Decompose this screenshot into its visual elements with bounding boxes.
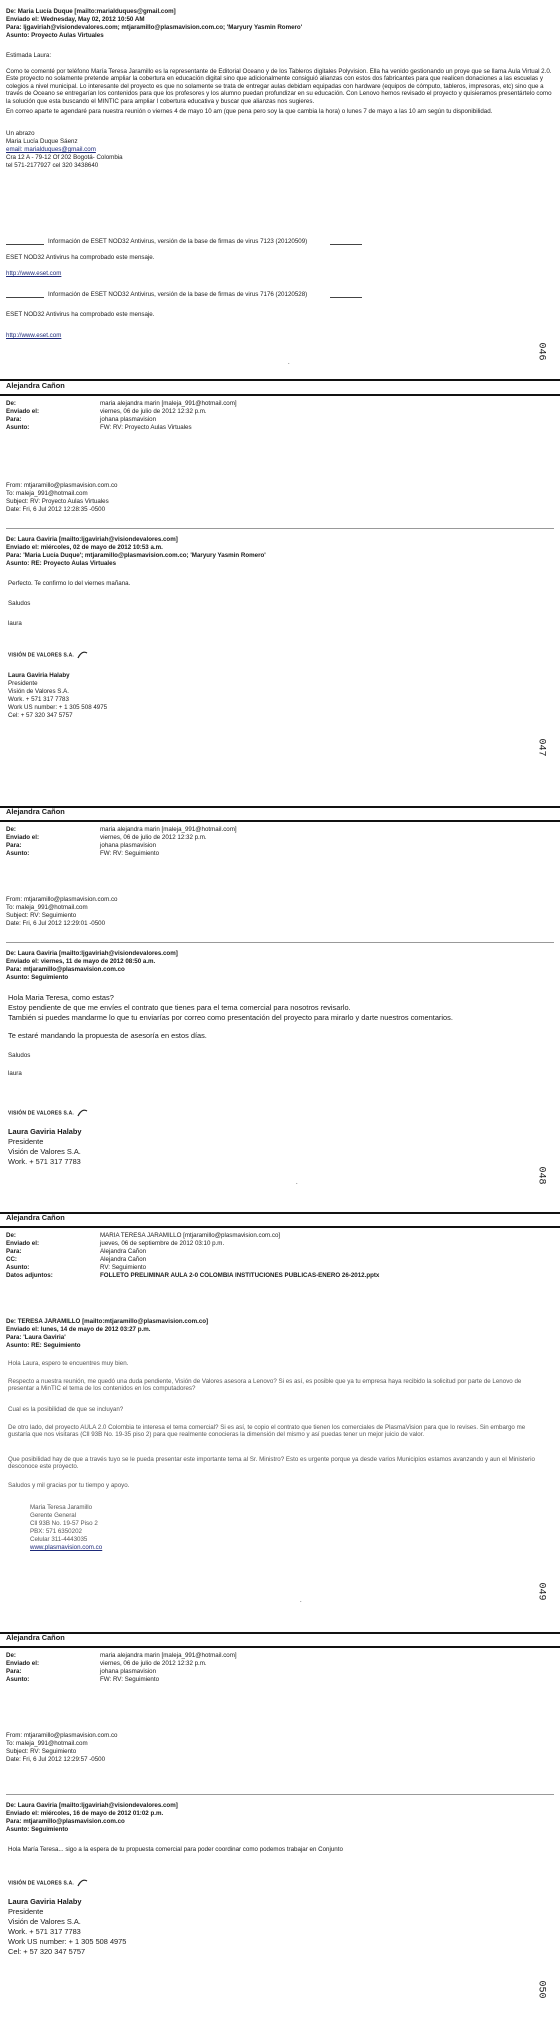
- antivirus-notice: Información de ESET NOD32 Antivirus, versión de la base de firmas de virus 7123 (20120509): [48, 238, 308, 245]
- email-subject: Asunto: RE: Proyecto Aulas Virtuales: [6, 560, 117, 567]
- scan-mark: .: [296, 1180, 298, 1186]
- email-body-paragraph: Como te comenté por teléfono María Teresa Jaramillo es la representante de Editorial Oceano y de los Tableros digitales Polyvision. Ella ha venido gestionando un proye que se llama Aula Virtual 2.0. Este proyecto no solamente pretende ampliar la cobertura en educación digital sino que adicionalmente consiguió alianzas con estos dos fabricantes para que realicen donaciones a las escuelas y colegios a nivel municipal. Lo interesante del proyecto es que no solamente se trata de entregar aulas debidam equipadas con hardware (equipos de cómputo, tableros, impresoras, etc) sino que a través de Oceano se entregarían los contenidos para que los profesores y los alumno puedan profundizar en su educación. Con Lenovo hemos revisado el proyecto y quisieramos presentártelo como la solución que esta buscando el MINTIC para ampliar l cobertura educativa y buscar que alianzas nos sugieres.: [6, 68, 552, 105]
- email-subject: Asunto: Seguimiento: [6, 1826, 69, 1833]
- email-subject: Asunto: Seguimiento: [6, 974, 69, 981]
- signature-line: Work. + 571 317 7783: [8, 1157, 81, 1166]
- header-divider: [0, 1646, 560, 1648]
- divider: [6, 244, 44, 245]
- email-page-3: [0, 808, 560, 1208]
- signature-line: Work. + 571 317 7783: [8, 1927, 81, 1936]
- signature-line: Maria Lucía Duque Sáenz: [6, 138, 78, 145]
- website-link[interactable]: www.plasmavision.com.co: [30, 1544, 103, 1551]
- signature-line: tel 571-2177927 cel 320 3438640: [6, 162, 99, 169]
- signature-line: Cra 12 A - 79-12 Of 202 Bogotá- Colombia: [6, 154, 123, 161]
- email-from: De: Laura Gaviria [mailto:ljgaviriah@visiondevalores.com]: [6, 536, 178, 543]
- signature-name: Laura Gaviria Halaby: [8, 1127, 82, 1136]
- signature-line: Work US number: + 1 305 508 4975: [8, 704, 108, 711]
- separator: [6, 942, 554, 943]
- forward-line: Subject: RV: Proyecto Aulas Virtuales: [6, 498, 109, 505]
- header-label: Asunto:: [6, 1264, 30, 1271]
- forward-line: From: mtjaramillo@plasmavision.com.co: [6, 896, 118, 903]
- signature-line: Presidente: [8, 680, 38, 687]
- signature-line: Visión de Valores S.A.: [8, 1917, 81, 1926]
- page-number: 046: [535, 342, 547, 361]
- header-label: Enviado el:: [6, 834, 40, 841]
- forward-line: To: maleja_991@hotmail.com: [6, 904, 88, 911]
- logo-swirl-icon: [76, 1878, 88, 1888]
- page-number: 049: [535, 1582, 547, 1601]
- signature-line: Presidente: [8, 1907, 44, 1916]
- email-sent: Enviado el: lunes, 14 de mayo de 2012 03:27 p.m.: [6, 1326, 151, 1333]
- header-label: De:: [6, 400, 16, 407]
- page-number: 047: [535, 738, 547, 757]
- logo-swirl-icon: [76, 1108, 88, 1118]
- company-logo: [8, 1108, 88, 1118]
- email-greeting: Estimada Laura:: [6, 52, 52, 59]
- header-label: Para:: [6, 1248, 22, 1255]
- email-sent: Enviado el: miércoles, 02 de mayo de 2012 10:53 a.m.: [6, 544, 163, 551]
- email-body-line: laura: [8, 1070, 22, 1077]
- page-number: 048: [535, 1166, 547, 1185]
- email-to: Para: 'Laura Gaviria': [6, 1334, 66, 1341]
- signature-line: Gerente General: [30, 1512, 77, 1519]
- page-number: 050: [535, 1980, 547, 1999]
- divider: [6, 297, 44, 298]
- header-value: johana plasmavision: [100, 416, 157, 423]
- email-subject: Asunto: RE: Seguimiento: [6, 1342, 81, 1349]
- email-from: De: Maria Lucía Duque [mailto:marialduques@gmail.com]: [6, 8, 176, 15]
- scan-mark: .: [300, 1598, 302, 1604]
- forward-line: Subject: RV: Seguimiento: [6, 1748, 77, 1755]
- header-label: Enviado el:: [6, 408, 40, 415]
- signature-line: Visión de Valores S.A.: [8, 688, 69, 695]
- header-label: Enviado el:: [6, 1660, 40, 1667]
- antivirus-notice: ESET NOD32 Antivirus ha comprobado este mensaje.: [6, 311, 155, 318]
- header-value: maria alejandra marin [maleja_991@hotmail.com]: [100, 826, 237, 833]
- email-from: De: TERESA JARAMILLO [mailto:mtjaramillo@plasmavision.com.co]: [6, 1318, 209, 1325]
- email-body-line: Hola María Teresa... sigo a la espera de tu propuesta comercial para poder coordinar como podemos trabajar en Conjunto: [8, 1846, 343, 1853]
- header-label: Asunto:: [6, 1676, 30, 1683]
- divider: [330, 244, 362, 245]
- forward-line: To: maleja_991@hotmail.com: [6, 490, 88, 497]
- signature-line: Celular 311-4443035: [30, 1536, 88, 1543]
- email-body-line: Saludos: [8, 1052, 31, 1059]
- header-value: FW: RV: Seguimiento: [100, 850, 160, 857]
- forward-line: Subject: RV: Seguimiento: [6, 912, 77, 919]
- forward-line: Date: Fri, 6 Jul 2012 12:29:01 -0500: [6, 920, 106, 927]
- signature-line: Presidente: [8, 1137, 44, 1146]
- header-value: FW: RV: Seguimiento: [100, 1676, 160, 1683]
- signature-name: Laura Gaviria Halaby: [8, 1897, 82, 1906]
- header-label: Datos adjuntos:: [6, 1272, 53, 1279]
- header-value: FW: RV: Proyecto Aulas Virtuales: [100, 424, 192, 431]
- email-body-line: laura: [8, 620, 22, 627]
- signature-name: Laura Gaviria Halaby: [8, 672, 70, 679]
- header-label: De:: [6, 1232, 16, 1239]
- logo-text: VISIÓN DE VALORES S.A.: [8, 1880, 74, 1887]
- antivirus-notice: ESET NOD32 Antivirus ha comprobado este mensaje.: [6, 254, 155, 261]
- forward-line: Date: Fri, 6 Jul 2012 12:29:57 -0500: [6, 1756, 106, 1763]
- email-body-paragraph: Respecto a nuestra reunión, me quedó una duda pendiente, Visión de Valores asesora a Lenovo? Si es así, es posible que ya tu empresa haya recibido la solicitud por parte de Lenovo de presentar a MinTIC el tema de los contenidos en los computadores?: [8, 1378, 522, 1393]
- page-divider: [0, 379, 560, 381]
- email-body-paragraph: De otro lado, del proyecto AULA 2.0 Colombia te interesa el tema comercial? Si es así, te copio el contrato que tienen los comerciales de PlasmaVision para que lo revises. Sin embargo me gustaría que nos visitaras (Cll 93B No. 19-35 piso 2) para que realmente conocieras la dimensión del mismo y así puedas tener un mejor juicio de valor.: [8, 1424, 526, 1439]
- header-label: Asunto:: [6, 850, 30, 857]
- signature-line: Visión de Valores S.A.: [8, 1147, 81, 1156]
- logo-text: VISIÓN DE VALORES S.A.: [8, 652, 74, 659]
- email-to: Para: 'Maria Lucía Duque'; mtjaramillo@plasmavision.com.co; 'Maryury Yasmin Romero': [6, 552, 266, 559]
- signature-line: Cll 93B No. 19-57 Piso 2: [30, 1520, 98, 1527]
- header-value: Alejandra Cañon: [100, 1248, 147, 1255]
- header-value: viernes, 06 de julio de 2012 12:32 p.m.: [100, 1660, 207, 1667]
- email-subject: Asunto: Proyecto Aulas Virtuales: [6, 32, 104, 39]
- email-body-paragraph: Que posibilidad hay de que a través tuyo se le pueda presentar este importante tema al Sr. Ministro? Esto es urgente porque ya desde varios Municipios estamos avanzando y aun el Ministerio desconoce este proyecto.: [8, 1456, 535, 1471]
- header-label: De:: [6, 826, 16, 833]
- email-body-line: Hola Maria Teresa, como estas?: [8, 993, 114, 1002]
- header-label: Para:: [6, 1668, 22, 1675]
- signature-line: Work. + 571 317 7783: [8, 696, 69, 703]
- scan-mark: .: [288, 360, 290, 366]
- header-value: johana plasmavision: [100, 1668, 157, 1675]
- header-value: Alejandra Cañon: [100, 1256, 147, 1263]
- company-logo: [8, 1878, 88, 1888]
- header-label: Para:: [6, 416, 22, 423]
- eset-link[interactable]: http://www.eset.com: [6, 270, 62, 277]
- header-value: johana plasmavision: [100, 842, 157, 849]
- header-value: RV: Seguimiento: [100, 1264, 147, 1271]
- header-value: maria alejandra marin [maleja_991@hotmail.com]: [100, 1652, 237, 1659]
- header-label: Enviado el:: [6, 1240, 40, 1247]
- logo-swirl-icon: [76, 650, 88, 660]
- company-logo: [8, 650, 88, 660]
- email-body-line: También si puedes mandarme lo que tu enviarías por correo como presentación del proyecto para mirarlo y darte nuestros comentarios.: [8, 1013, 453, 1022]
- email-from: De: Laura Gaviria [mailto:ljgaviriah@visiondevalores.com]: [6, 1802, 178, 1809]
- author-name: Alejandra Cañon: [6, 1633, 65, 1642]
- email-sent: Enviado el: miércoles, 16 de mayo de 2012 01:02 p.m.: [6, 1810, 164, 1817]
- header-value: viernes, 06 de julio de 2012 12:32 p.m.: [100, 834, 207, 841]
- header-divider: [0, 1226, 560, 1228]
- signature-name: Maria Teresa Jaramillo: [30, 1504, 93, 1511]
- email-to: Para: ljgaviriah@visiondevalores.com; mtjaramillo@plasmavision.com.co; 'Maryury Yasmin Romero': [6, 24, 303, 31]
- email-body-paragraph: Saludos y mil gracias por tu tiempo y apoyo.: [8, 1482, 130, 1489]
- signature-line: PBX: 571 6350202: [30, 1528, 82, 1535]
- header-divider: [0, 394, 560, 396]
- forward-line: To: maleja_991@hotmail.com: [6, 1740, 88, 1747]
- email-page-5: [0, 1634, 560, 2020]
- email-to: Para: mtjaramillo@plasmavision.com.co: [6, 1818, 125, 1825]
- header-value: jueves, 06 de septiembre de 2012 03:10 p.m.: [100, 1240, 225, 1247]
- email-body-line: Perfecto. Te confirmo lo del viernes mañana.: [8, 580, 131, 587]
- email-body-paragraph: Cual es la posibilidad de que se incluyan?: [8, 1406, 124, 1413]
- email-page-1: [0, 0, 560, 370]
- header-divider: [0, 820, 560, 822]
- author-name: Alejandra Cañon: [6, 381, 65, 390]
- header-label: Asunto:: [6, 424, 30, 431]
- header-label: De:: [6, 1652, 16, 1659]
- header-value: viernes, 06 de julio de 2012 12:32 p.m.: [100, 408, 207, 415]
- author-name: Alejandra Cañon: [6, 807, 65, 816]
- email-sent: Enviado el: viernes, 11 de mayo de 2012 08:50 a.m.: [6, 958, 156, 965]
- header-value: MARIA TERESA JARAMILLO [mtjaramillo@plasmavision.com.co]: [100, 1232, 281, 1239]
- forward-line: Date: Fri, 6 Jul 2012 12:28:35 -0500: [6, 506, 106, 513]
- divider: [330, 297, 362, 298]
- eset-link[interactable]: http://www.eset.com: [6, 332, 62, 339]
- logo-text: VISIÓN DE VALORES S.A.: [8, 1110, 74, 1117]
- separator: [6, 1794, 554, 1795]
- signature-line: Un abrazo: [6, 130, 35, 137]
- email-from: De: Laura Gaviria [mailto:ljgaviriah@visiondevalores.com]: [6, 950, 178, 957]
- email-body-line: Te estaré mandando la propuesta de asesoría en estos días.: [8, 1031, 207, 1040]
- forward-line: From: mtjaramillo@plasmavision.com.co: [6, 482, 118, 489]
- separator: [6, 528, 554, 529]
- email-sent: Enviado el: Wednesday, May 02, 2012 10:50 AM: [6, 16, 145, 23]
- author-name: Alejandra Cañon: [6, 1213, 65, 1222]
- email-to: Para: mtjaramillo@plasmavision.com.co: [6, 966, 125, 973]
- header-value: maria alejandra marin [maleja_991@hotmail.com]: [100, 400, 237, 407]
- email-body-paragraph: En correo aparte te agendaré para nuestra reunión o viernes 4 de mayo 10 am (que pena pero soy la que cambia la hora) o lunes 7 de mayo a las 10 am según tu disponibilidad.: [6, 108, 493, 115]
- attachment-name[interactable]: FOLLETO PRELIMINAR AULA 2-0 COLOMBIA INSTITUCIONES PUBLICAS-ENERO 26-2012.pptx: [100, 1272, 380, 1279]
- email-page-4: [0, 1214, 560, 1630]
- signature-email-link[interactable]: email: marialduques@gmail.com: [6, 146, 96, 153]
- signature-line: Cel: + 57 320 347 5757: [8, 1947, 86, 1956]
- signature-line: Work US number: + 1 305 508 4975: [8, 1937, 127, 1946]
- email-body-line: Estoy pendiente de que me envíes el contrato que tienes para el tema comercial para nosotros revisarlo.: [8, 1003, 351, 1012]
- signature-line: Cel: + 57 320 347 5757: [8, 712, 73, 719]
- email-body-paragraph: Hola Laura, espero te encuentres muy bien.: [8, 1360, 129, 1367]
- antivirus-notice: Información de ESET NOD32 Antivirus, versión de la base de firmas de virus 7176 (20120528): [48, 291, 308, 298]
- header-label: Para:: [6, 842, 22, 849]
- forward-line: From: mtjaramillo@plasmavision.com.co: [6, 1732, 118, 1739]
- header-label: CC:: [6, 1256, 17, 1263]
- email-body-line: Saludos: [8, 600, 31, 607]
- email-page-2: [0, 382, 560, 800]
